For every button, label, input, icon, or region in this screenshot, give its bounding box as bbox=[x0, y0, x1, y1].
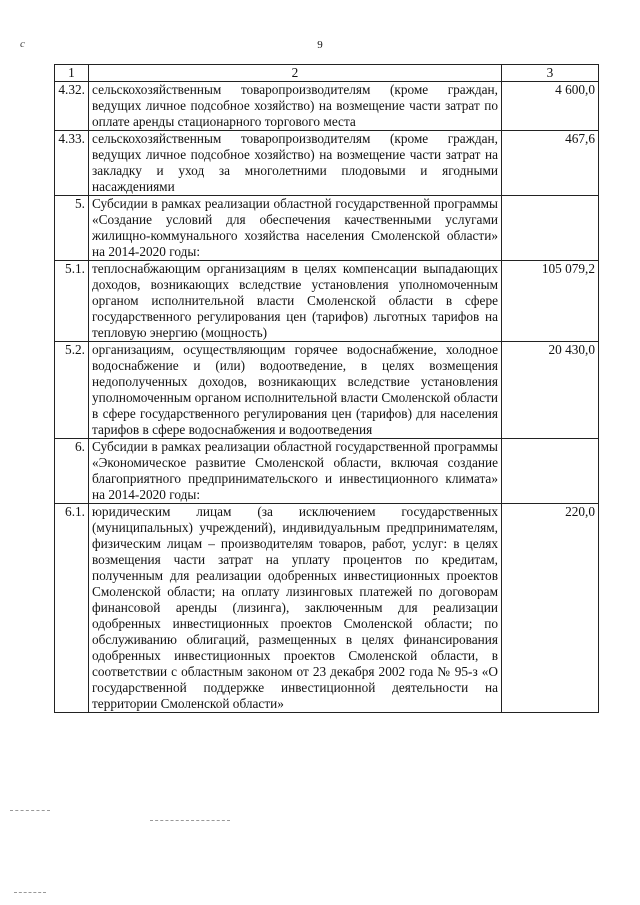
row-number: 4.32. bbox=[55, 82, 89, 131]
header-col-2: 2 bbox=[89, 65, 502, 82]
row-description: сельскохозяйственным товаропроизводителям (кроме граждан, ведущих личное подсобное хозяйство) на возмещение части затрат по оплате аренды стационарного торгового места bbox=[89, 82, 502, 131]
page-number: 9 bbox=[317, 39, 323, 51]
scan-artifact bbox=[150, 820, 230, 821]
row-number: 5.2. bbox=[55, 342, 89, 439]
row-amount bbox=[502, 439, 599, 504]
row-amount: 105 079,2 bbox=[502, 261, 599, 342]
row-number: 6. bbox=[55, 439, 89, 504]
row-number: 4.33. bbox=[55, 131, 89, 196]
scan-artifact bbox=[10, 810, 50, 811]
scan-artifact bbox=[14, 892, 46, 893]
row-description: сельскохозяйственным товаропроизводителям (кроме граждан, ведущих личное подсобное хозяйство) на возмещение части затрат на закладку и уход за многолетними плодовыми и ягодными насаждениями bbox=[89, 131, 502, 196]
table-row bbox=[55, 261, 599, 342]
row-description: Субсидии в рамках реализации областной государственной программы «Создание условий для обеспечения качественными услугами жилищно-коммунального хозяйства населения Смоленской области» на 2014-2020 годы: bbox=[89, 196, 502, 261]
row-number: 5. bbox=[55, 196, 89, 261]
table-row bbox=[55, 196, 599, 261]
row-amount: 467,6 bbox=[502, 131, 599, 196]
table-row bbox=[55, 342, 599, 439]
row-amount: 220,0 bbox=[502, 504, 599, 713]
table-row bbox=[55, 439, 599, 504]
row-description: юридическим лицам (за исключением государственных (муниципальных) учреждений), индивидуальным предпринимателям, физическим лицам – производителям товаров, работ, услуг: в целях возмещения части затрат на уплату процентов по кредитам, полученным для реализации одобренных инвестиционных проектов Смоленской области; на оплату лизинговых платежей по договорам финансовой аренды (лизинга), заключенным для реализации одобренных инвестиционных проектов Смоленской области; по обслуживанию облигаций, размещенных в целях финансирования одобренных инвестиционных проектов Смоленской области, в соответствии с областным законом от 23 декабря 2002 года № 95-з «О государственной поддержке инвестиционной деятельности на территории Смоленской области» bbox=[89, 504, 502, 713]
row-amount: 20 430,0 bbox=[502, 342, 599, 439]
header-col-1: 1 bbox=[55, 65, 89, 82]
header-row bbox=[55, 65, 599, 82]
table-row bbox=[55, 131, 599, 196]
header-col-3: 3 bbox=[502, 65, 599, 82]
row-description: организациям, осуществляющим горячее водоснабжение, холодное водоснабжение и (или) водоотведение, в целях возмещения недополученных доходов, возникающих вследствие установления уполномоченным органом исполнительной власти Смоленской области в сфере государственного регулирования цен (тарифов) для населения тарифов в сфере водоснабжения и водоотведения bbox=[89, 342, 502, 439]
row-amount bbox=[502, 196, 599, 261]
row-description: Субсидии в рамках реализации областной государственной программы «Экономическое развитие Смоленской области, включая создание благоприятного предпринимательского и инвестиционного климата» на 2014-2020 годы: bbox=[89, 439, 502, 504]
row-number: 6.1. bbox=[55, 504, 89, 713]
table-row bbox=[55, 504, 599, 713]
row-number: 5.1. bbox=[55, 261, 89, 342]
table-row bbox=[55, 82, 599, 131]
row-amount: 4 600,0 bbox=[502, 82, 599, 131]
budget-table bbox=[54, 64, 599, 713]
row-description: теплоснабжающим организациям в целях компенсации выпадающих доходов, возникающих вследствие установления уполномоченным органом исполнительной власти Смоленской области в сфере государственного регулирования цен (тарифов) льготных тарифов на тепловую энергию (мощность) bbox=[89, 261, 502, 342]
stray-mark: c bbox=[20, 38, 25, 50]
